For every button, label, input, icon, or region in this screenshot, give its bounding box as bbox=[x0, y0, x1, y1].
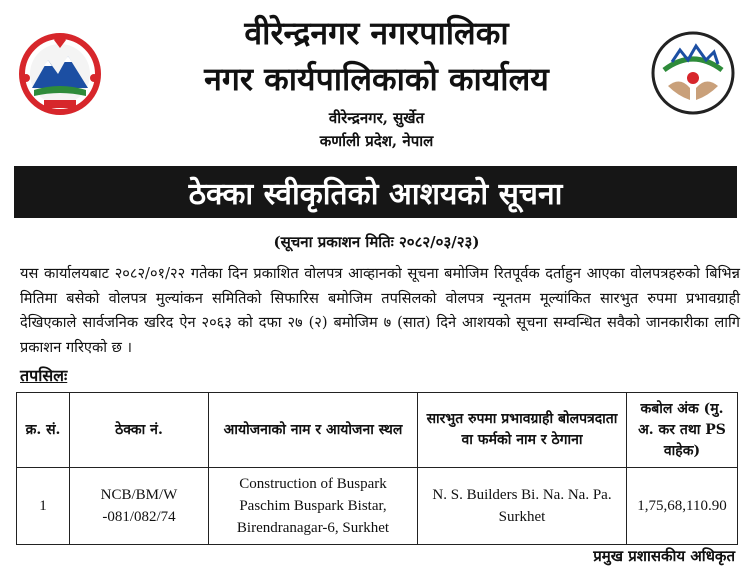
signatory-title: प्रमुख प्रशासकीय अधिकृत bbox=[593, 547, 735, 565]
details-label: तपसिलः bbox=[20, 366, 68, 385]
municipality-name: वीरेन्द्रनगर नगरपालिका bbox=[244, 14, 509, 52]
header-project: आयोजनाको नाम र आयोजना स्थल bbox=[209, 393, 418, 468]
address-line-1: वीरेन्द्रनगर, सुर्खेत bbox=[328, 109, 425, 127]
municipality-logo-icon bbox=[650, 30, 736, 116]
table-row bbox=[17, 468, 738, 545]
cell-amount: 1,75,68,110.90 bbox=[627, 468, 738, 545]
header-amount: कबोल अंक (मु. अ. कर तथा PS वाहेक) bbox=[627, 393, 738, 468]
header-sn: क्र. सं. bbox=[17, 393, 70, 468]
contract-table bbox=[16, 392, 738, 545]
header-bidder: सारभुत रुपमा प्रभावग्राही बोलपत्रदाता वा फर्मको नाम र ठेगाना bbox=[418, 393, 627, 468]
cell-bidder: N. S. Builders Bi. Na. Na. Pa. Surkhet bbox=[418, 468, 627, 545]
notice-title-banner: ठेक्का स्वीकृतिको आशयको सूचना bbox=[14, 166, 737, 218]
header-contract-no: ठेक्का नं. bbox=[70, 393, 209, 468]
cell-sn: 1 bbox=[17, 468, 70, 545]
office-name: नगर कार्यपालिकाको कार्यालय bbox=[204, 60, 549, 98]
cell-contract-no: NCB/BM/W -081/082/74 bbox=[70, 468, 209, 545]
publication-date: (सूचना प्रकाशन मितिः २०८२/०३/२३) bbox=[273, 233, 480, 251]
cell-project: Construction of Buspark Paschim Buspark Bistar, Birendranagar-6, Surkhet bbox=[209, 468, 418, 545]
table-header-row bbox=[17, 393, 738, 468]
letterhead bbox=[0, 0, 753, 160]
notice-body: यस कार्यालयबाट २०८२/०१/२२ गतेका दिन प्रकाशित वोलपत्र आव्हानको सूचना बमोजिम रितपूर्वक दर्ताहुन आएका वोलपत्रहरुको बिभिन्न मितिमा बसेको वोलपत्र मुल्यांकन समितिको सिफारिस बमोजिम तपसिलको वोलपत्र न्यूनतम मूल्यांकित सारभुत रुपमा प्रभावग्राही देखिएकाले सार्वजनिक खरिद ऐन २०६३ को दफा २७ (२) बमोजिम ७ (सात) दिने आशयको सूचना सम्वन्धित सवैको जानकारीका लागि प्रकाशन गरिएको छ । bbox=[20, 265, 740, 356]
address-line-2: कर्णाली प्रदेश, नेपाल bbox=[319, 132, 434, 150]
